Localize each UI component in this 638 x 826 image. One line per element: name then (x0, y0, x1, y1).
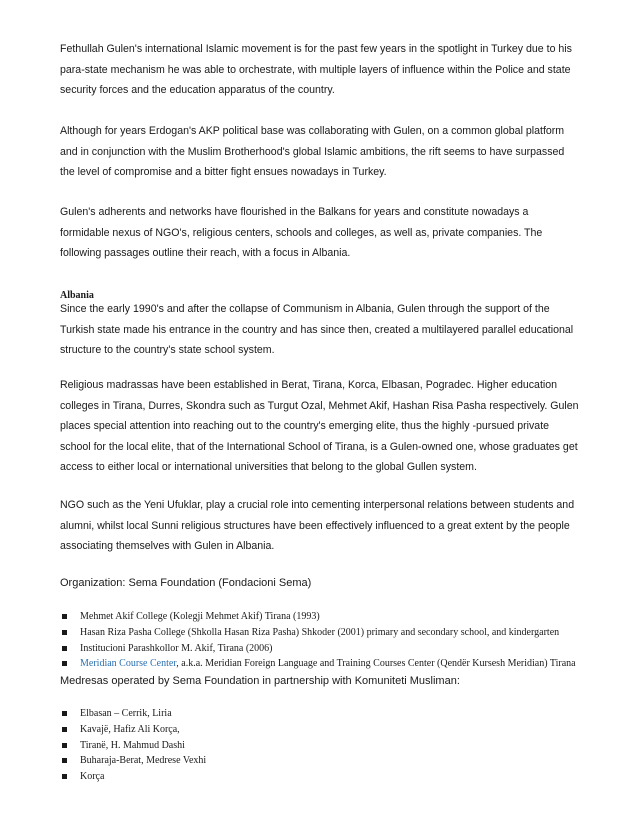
medresas-title: Medresas operated by Sema Foundation in partnership with Komuniteti Musliman: (60, 675, 460, 687)
list-item: Hasan Riza Pasha College (Shkolla Hasan Riza Pasha) Shkoder (2001) primary and secondary school, and kindergarten (60, 625, 600, 641)
erdogan-paragraph: Although for years Erdogan's AKP political base was collaborating with Gulen, on a common global platform and in conjunction with the Muslim Brotherhood's global Islamic ambitions, the rift seems to have surpassed the level of compromise and a bitter fight ensues nowadays in Turkey. (60, 125, 565, 178)
balkans-paragraph: Gulen's adherents and networks have flourished in the Balkans for years and constitute nowadays a formidable nexus of NGO's, religious centers, schools and colleges, as well as, private companies. The following passages outline their reach, with a focus in Albania. (60, 206, 543, 259)
list-item: Mehmet Akif College (Kolegji Mehmet Akif) Tirana (1993) (60, 609, 600, 625)
medresas-list (60, 706, 600, 785)
meridian-course-center-link[interactable]: Meridian Course Center (80, 658, 177, 670)
bullet-icon (62, 661, 67, 666)
bullet-icon (62, 630, 67, 635)
list-item: Korça (60, 769, 600, 785)
bullet-icon (62, 711, 67, 716)
list-item: Institucioni Parashkollor M. Akif, Tirana (2006) (60, 641, 600, 657)
list-item: Buharaja-Berat, Medrese Vexhi (60, 753, 600, 769)
bullet-icon (62, 743, 67, 748)
bullet-icon (62, 774, 67, 779)
list-item: Tiranë, H. Mahmud Dashi (60, 738, 600, 754)
list-item: Meridian Course Center, a.k.a. Meridian Foreign Language and Training Courses Center (Qendër Kursesh Meridian) Tirana (60, 656, 600, 672)
albania-paragraph-3: NGO such as the Yeni Ufuklar, play a crucial role into cementing interpersonal relations between students and alumni, whilst local Sunni religious structures have been effectively influenced to a great extent by the people associating themselves with Gulen in Albania. (60, 499, 575, 552)
organization-list (60, 609, 600, 672)
albania-paragraph-2: Religious madrassas have been established in Berat, Tirana, Korca, Elbasan, Pogradec. Higher education colleges in Tirana, Durres, Skondra such as Turgut Ozal, Mehmet Akif, Hashan Risa Pasha respectively. Gulen places special attention into reaching out to the country's emerging elite, thus the highly -pursued private school for the local elite, that of the International School of Tirana, is a Gulen-owned one, whose graduates get access to either local or international universities that belong to the global Gullen system. (60, 379, 579, 473)
bullet-icon (62, 646, 67, 651)
list-item: Kavajë, Hafiz Ali Korça, (60, 722, 600, 738)
organization-title: Organization: Sema Foundation (Fondacioni Sema) (60, 577, 312, 589)
albania-paragraph-1: Since the early 1990's and after the collapse of Communism in Albania, Gulen through the support of the Turkish state made his entrance in the country and has since then, created a multilayered parallel educational structure to the country's state school system. (60, 303, 574, 356)
albania-heading: Albania (60, 290, 94, 301)
intro-paragraph: Fethullah Gulen's international Islamic movement is for the past few years in the spotlight in Turkey due to his para-state mechanism he was able to orchestrate, with multiple layers of influence within the Police and state security forces and the education apparatus of the country. (60, 43, 572, 96)
bullet-icon (62, 614, 67, 619)
list-item: Elbasan – Cerrik, Liria (60, 706, 600, 722)
bullet-icon (62, 758, 67, 763)
bullet-icon (62, 727, 67, 732)
